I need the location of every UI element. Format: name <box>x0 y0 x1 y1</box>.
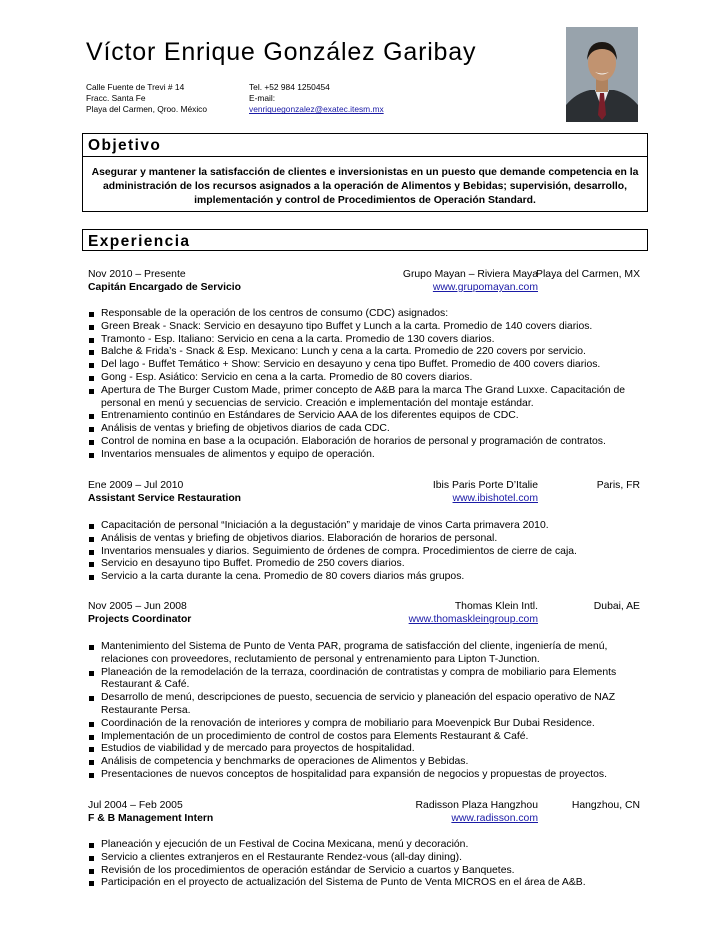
company-website-link[interactable]: www.ibishotel.com <box>452 493 538 504</box>
job-responsibilities <box>88 839 640 890</box>
job-entry <box>88 268 640 294</box>
company-website-link[interactable]: www.thomaskleingroup.com <box>408 614 538 625</box>
list-item: Balche & Frida’s - Snack & Esp. Mexicano: Lunch y cena a la carta. Promedio de 220 covers por servicio. <box>88 346 640 359</box>
list-item: Control de nomina en base a la ocupación. Elaboración de horarios de personal y programación de contratos. <box>88 436 640 449</box>
email-label: E-mail: <box>249 93 276 104</box>
list-item: Capacitación de personal “Iniciación a la degustación” y maridaje de vinos Carta primavera 2010. <box>88 520 640 533</box>
job-entry <box>88 600 640 626</box>
address-line: Fracc. Santa Fe <box>86 93 146 104</box>
company-website-link[interactable]: www.radisson.com <box>451 813 538 824</box>
list-item: Planeación y ejecución de un Festival de Cocina Mexicana, menú y decoración. <box>88 839 640 852</box>
objective-heading: Objetivo <box>82 133 648 156</box>
job-dates: Jul 2004 – Feb 2005 <box>88 800 183 811</box>
list-item: Entrenamiento continúo en Estándares de Servicio AAA de los diferentes equipos de CDC. <box>88 410 640 423</box>
job-company: Ibis Paris Porte D’Italie <box>432 480 538 491</box>
experience-heading: Experiencia <box>82 229 648 251</box>
list-item: Responsable de la operación de los centros de consumo (CDC) asignados: <box>88 308 640 321</box>
list-item: Análisis de competencia y benchmarks de operaciones de Alimentos y Bebidas. <box>88 756 640 769</box>
job-dates: Nov 2010 – Presente <box>88 269 186 280</box>
job-dates: Ene 2009 – Jul 2010 <box>88 480 184 491</box>
list-item: Apertura de The Burger Custom Made, primer concepto de A&B para la marca The Grand Luxxe. Capacitación de personal en menú y secuencias de servicio. Creación e implementación del montaje estándar. <box>88 385 640 411</box>
address-line: Playa del Carmen, Qroo. México <box>86 104 208 115</box>
contact-block <box>249 82 384 116</box>
job-location: Hangzhou, CN <box>571 800 640 811</box>
list-item: Implementación de un procedimiento de control de costos para Elements Restaurant & Café. <box>88 731 640 744</box>
list-item: Servicio a clientes extranjeros en el Restaurante Rendez-vous (all-day dining). <box>88 852 640 865</box>
job-title: Assistant Service Restauration <box>88 493 242 504</box>
email-link[interactable]: venriquegonzalez@exatec.itesm.mx <box>249 104 384 115</box>
list-item: Mantenimiento del Sistema de Punto de Venta PAR, programa de satisfacción del cliente, ingeniería de menú, relaciones con proveedores, reclutamiento de personal y entrenamiento para Lipton T-Junction. <box>88 641 640 667</box>
objective-text: Asegurar y mantener la satisfacción de clientes e inversionistas en un puesto que demande competencia en la administración de los recursos asignados a la operación de Alimentos y Bebidas; supervisión, desarrollo, implementación y control de Procedimientos de Operación Standard. <box>91 167 639 206</box>
list-item: Servicio en desayuno tipo Buffet. Promedio de 250 covers diarios. <box>88 558 640 571</box>
list-item: Análisis de ventas y briefing de objetivos diarios. Elaboración de horarios de personal. <box>88 533 640 546</box>
job-title: F & B Management Intern <box>88 813 214 824</box>
list-item: Análisis de ventas y briefing de objetivos diarios de cada CDC. <box>88 423 640 436</box>
phone-number: Tel. +52 984 1250454 <box>249 82 330 92</box>
list-item: Planeación de la remodelación de la terraza, coordinación de contratistas y compra de mobiliario para Elements Restaurant & Café. <box>88 667 640 693</box>
job-responsibilities <box>88 520 640 584</box>
profile-photo <box>566 27 638 122</box>
list-item: Estudios de viabilidad y de mercado para proyectos de hospitalidad. <box>88 743 640 756</box>
job-dates: Nov 2005 – Jun 2008 <box>88 601 187 612</box>
list-item: Presentaciones de nuevos conceptos de hospitalidad para expansión de negocios y propuestas de proyectos. <box>88 769 640 782</box>
address-block <box>86 82 207 116</box>
list-item: Revisión de los procedimientos de operación estándar de Servicio a cuartos y Banquetes. <box>88 865 640 878</box>
job-title: Projects Coordinator <box>88 614 192 625</box>
job-responsibilities <box>88 641 640 782</box>
list-item: Inventarios mensuales de alimentos y equipo de operación. <box>88 449 640 462</box>
address-line: Calle Fuente de Trevi # 14 <box>86 82 185 92</box>
job-entry <box>88 799 640 825</box>
job-entry <box>88 479 640 505</box>
list-item: Del lago - Buffet Temático + Show: Servicio en desayuno y cena tipo Buffet. Promedio de 400 covers diarios. <box>88 359 640 372</box>
list-item: Gong - Esp. Asiático: Servicio en cena a la carta. Promedio de 80 covers diarios. <box>88 372 640 385</box>
list-item: Servicio a la carta durante la cena. Promedio de 80 covers diarios más grupos. <box>88 571 640 584</box>
job-title: Capitán Encargado de Servicio <box>88 282 242 293</box>
list-item: Desarrollo de menú, descripciones de puesto, secuencia de servicio y planeación del espacio operativo de NAZ Restaurante Persa. <box>88 692 640 718</box>
job-company: Grupo Mayan – Riviera Maya <box>402 269 538 280</box>
list-item: Coordinación de la renovación de interiores y compra de mobiliario para Moevenpick Bur Dubai Residence. <box>88 718 640 731</box>
job-location: Dubai, AE <box>593 601 640 612</box>
job-company: Radisson Plaza Hangzhou <box>415 800 538 811</box>
list-item: Green Break - Snack: Servicio en desayuno tipo Buffet y Lunch a la carta. Promedio de 140 covers diarios. <box>88 321 640 334</box>
candidate-name: Víctor Enrique González Garibay <box>86 38 477 66</box>
job-responsibilities <box>88 308 640 462</box>
list-item: Participación en el proyecto de actualización del Sistema de Punto de Venta MICROS en el área de A&B. <box>88 877 640 890</box>
job-location: Paris, FR <box>596 480 640 491</box>
company-website-link[interactable]: www.grupomayan.com <box>432 282 538 293</box>
list-item: Inventarios mensuales y diarios. Seguimiento de órdenes de compra. Procedimientos de cierre de caja. <box>88 546 640 559</box>
job-company: Thomas Klein Intl. <box>454 601 538 612</box>
job-location: Playa del Carmen, MX <box>536 269 640 280</box>
list-item: Tramonto - Esp. Italiano: Servicio en cena a la carta. Promedio de 130 covers diarios. <box>88 334 640 347</box>
